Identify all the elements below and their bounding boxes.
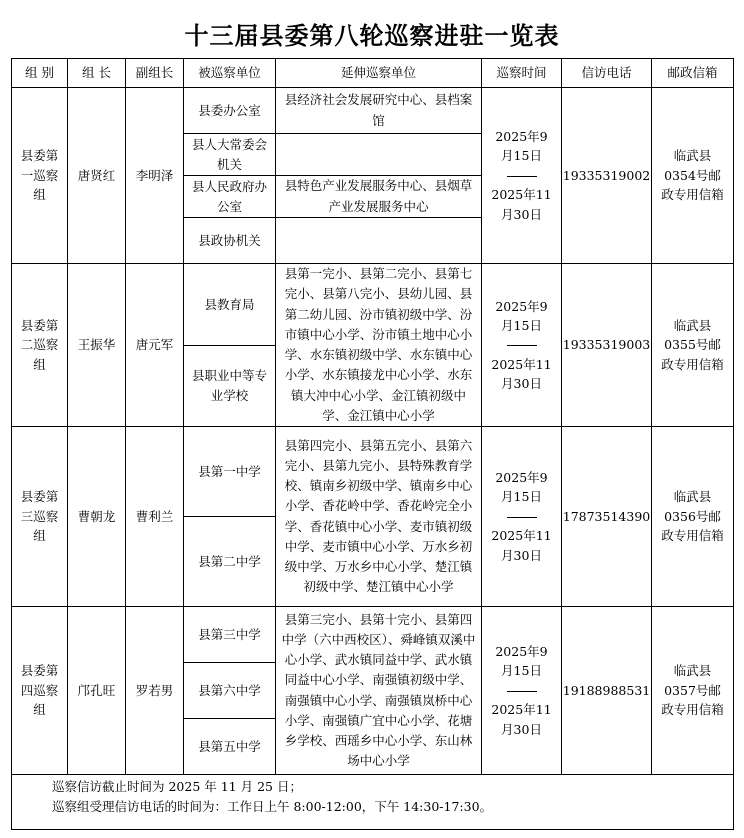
header-leader: 组 长 (68, 59, 126, 88)
time-start: 2025年9月15日 (495, 298, 548, 333)
target-unit: 县职业中等专业学校 (184, 345, 276, 427)
header-group: 组 别 (12, 59, 68, 88)
table-row (12, 88, 734, 134)
mailbox: 临武县0356号邮政专用信箱 (652, 427, 734, 607)
target-unit: 县人民政府办公室 (184, 176, 276, 218)
mailbox: 临武县0357号邮政专用信箱 (652, 607, 734, 775)
header-phone: 信访电话 (562, 59, 652, 88)
time-end: 2025年11月30日 (491, 187, 552, 222)
target-unit: 县第五中学 (184, 719, 276, 775)
header-row (12, 59, 734, 88)
target-unit: 县委办公室 (184, 88, 276, 134)
time-separator (507, 345, 537, 346)
extended-units (276, 134, 482, 176)
target-unit: 县第一中学 (184, 427, 276, 517)
header-time: 巡察时间 (482, 59, 562, 88)
time-separator (507, 517, 537, 518)
phone-number: 17873514390 (562, 427, 652, 607)
group-name: 县委第二巡察组 (12, 264, 68, 427)
extended-units: 县第一完小、县第二完小、县第七完小、县第八完小、县幼儿园、县第二幼儿园、汾市镇初级中学、汾市镇中心小学、汾市镇土地中心小学、水东镇初级中学、水东镇中心小学、水东镇接龙中心小学、水东镇大冲中心小学、金江镇初级中学、金江镇中心小学 (276, 264, 482, 427)
target-unit: 县政协机关 (184, 218, 276, 264)
group-name: 县委第三巡察组 (12, 427, 68, 607)
header-target: 被巡察单位 (184, 59, 276, 88)
footer-notes (12, 775, 734, 830)
extended-units (276, 218, 482, 264)
page-title: 十三届县委第八轮巡察进驻一览表 (184, 22, 560, 50)
target-unit: 县第二中学 (184, 517, 276, 607)
inspection-time (482, 607, 562, 775)
group-name: 县委第四巡察组 (12, 607, 68, 775)
mailbox: 临武县0355号邮政专用信箱 (652, 264, 734, 427)
group-leader: 唐贤红 (68, 88, 126, 264)
header-extended: 延伸巡察单位 (276, 59, 482, 88)
time-start: 2025年9月15日 (495, 644, 548, 679)
footer-row (12, 775, 734, 830)
target-unit: 县第三中学 (184, 607, 276, 663)
target-unit: 县人大常委会机关 (184, 134, 276, 176)
table-row (12, 264, 734, 346)
time-end: 2025年11月30日 (491, 528, 552, 563)
extended-units: 县特色产业发展服务中心、县烟草产业发展服务中心 (276, 176, 482, 218)
group-deputy: 曹利兰 (126, 427, 184, 607)
group-leader: 王振华 (68, 264, 126, 427)
table-row (12, 427, 734, 517)
phone-number: 19188988531 (562, 607, 652, 775)
extended-units: 县第四完小、县第五完小、县第六完小、县第九完小、县特殊教育学校、镇南乡初级中学、镇南乡中心小学、香花岭中学、香花岭完全小学、香花镇中心小学、麦市镇初级中学、麦市镇中心小学、万水乡初级中学、万水乡中心小学、楚江镇初级中学、楚江镇中心小学 (276, 427, 482, 607)
table-row (12, 607, 734, 663)
time-end: 2025年11月30日 (491, 356, 552, 392)
inspection-time (482, 264, 562, 427)
time-separator (507, 176, 537, 177)
header-deputy: 副组长 (126, 59, 184, 88)
time-end: 2025年11月30日 (491, 702, 552, 737)
time-separator (507, 691, 537, 692)
time-start: 2025年9月15日 (495, 470, 548, 505)
phone-number: 19335319003 (562, 264, 652, 427)
footer-hours: 巡察组受理信访电话的时间为：工作日上午 8:00-12:00，下午 14:30-17:30。 (52, 799, 493, 814)
footer-deadline: 巡察信访截止时间为 2025 年 11 月 25 日； (52, 779, 302, 794)
header-mailbox: 邮政信箱 (652, 59, 734, 88)
group-deputy: 唐元军 (126, 264, 184, 427)
inspection-table (11, 58, 734, 830)
inspection-time (482, 427, 562, 607)
group-name: 县委第一巡察组 (12, 88, 68, 264)
inspection-time (482, 88, 562, 264)
group-leader: 曹朝龙 (68, 427, 126, 607)
group-deputy: 罗若男 (126, 607, 184, 775)
phone-number: 19335319002 (562, 88, 652, 264)
group-leader: 邝孔旺 (68, 607, 126, 775)
extended-units: 县第三完小、县第十完小、县第四中学（六中西校区）、舜峰镇双溪中心小学、武水镇同益中学、武水镇同益中心小学、南强镇初级中学、南强镇中心小学、南强镇岚桥中心小学、南强镇广宜中心小学、花塘乡学校、西瑶乡中心小学、东山林场中心小学 (276, 607, 482, 775)
target-unit: 县教育局 (184, 264, 276, 346)
group-deputy: 李明泽 (126, 88, 184, 264)
extended-units: 县经济社会发展研究中心、县档案馆 (276, 88, 482, 134)
target-unit: 县第六中学 (184, 663, 276, 719)
time-start: 2025年9月15日 (495, 129, 548, 164)
mailbox: 临武县0354号邮政专用信箱 (652, 88, 734, 264)
